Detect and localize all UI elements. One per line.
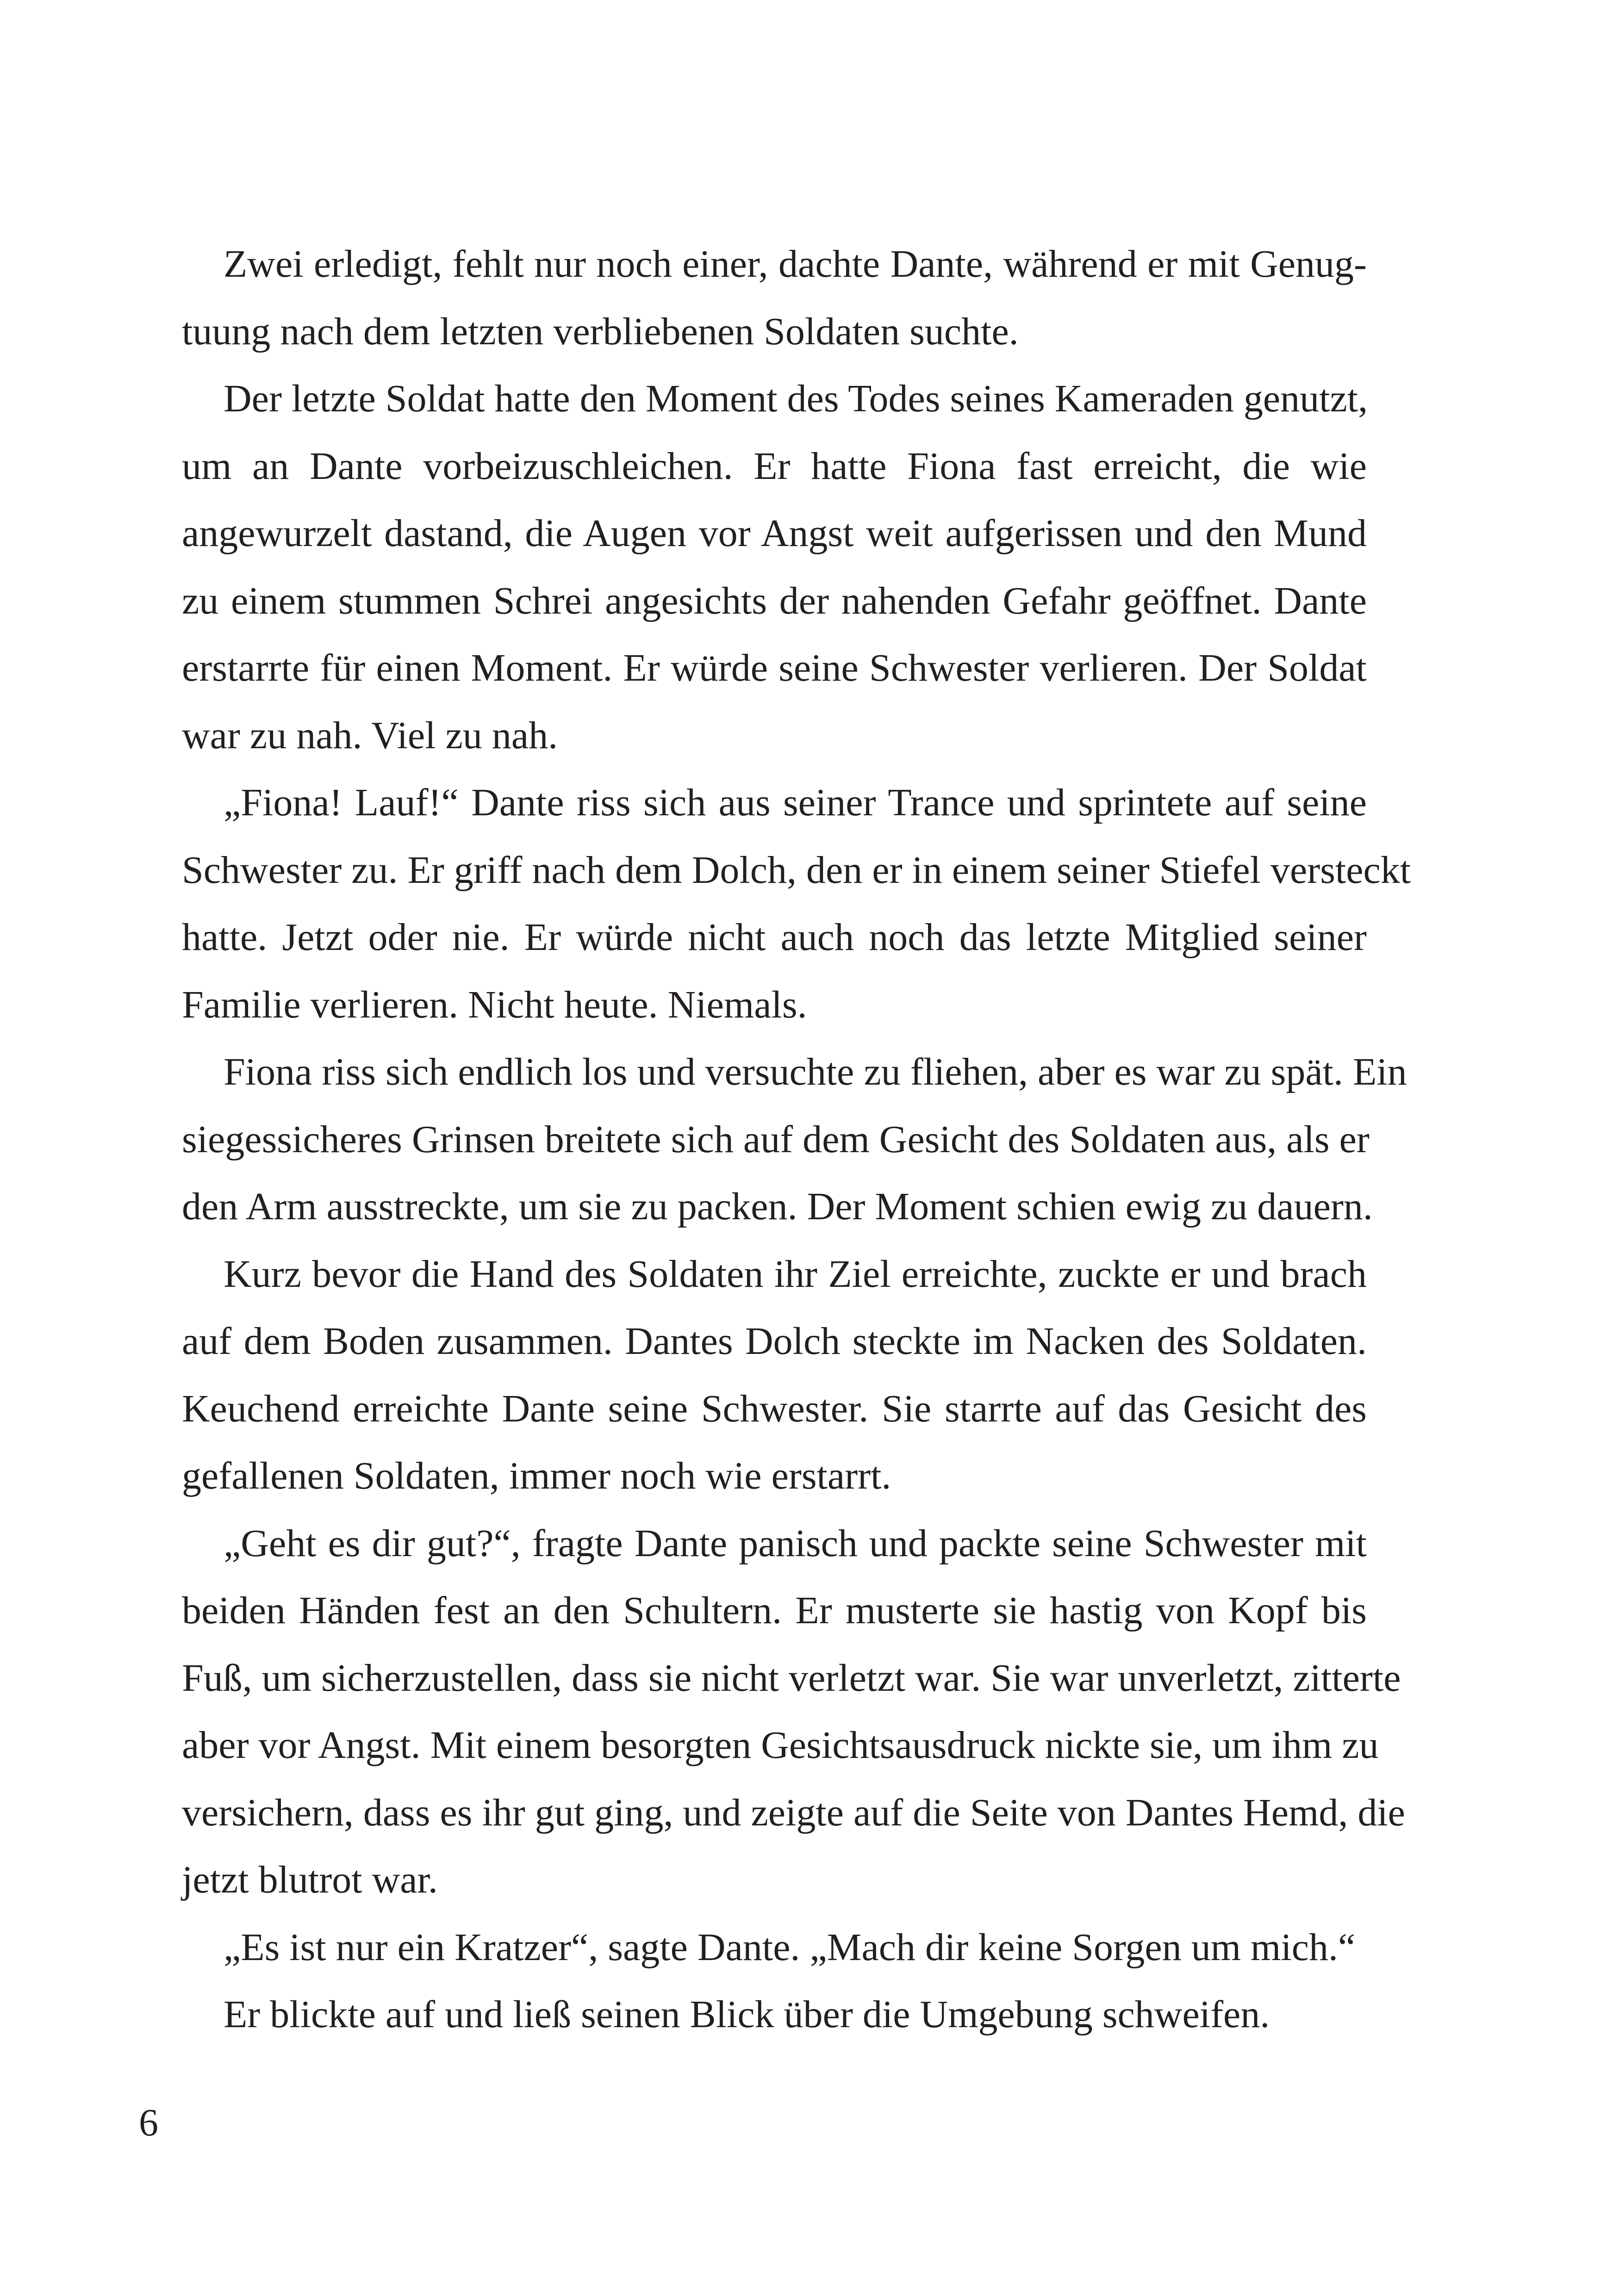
text-line: Der letzte Soldat hatte den Moment des Todes seines Kameraden genutzt,: [224, 377, 1368, 420]
text-line: beiden Händen fest an den Schultern. Er musterte sie hastig von Kopf bis: [182, 1589, 1367, 1632]
text-line: Keuchend erreichte Dante seine Schwester. Sie starrte auf das Gesicht des: [182, 1387, 1367, 1430]
text-line: tuung nach dem letzten verbliebenen Soldaten suchte.: [182, 310, 1019, 353]
text-line: „Es ist nur ein Kratzer“, sagte Dante. „Mach dir keine Sorgen um mich.“: [224, 1925, 1356, 1969]
text-line: versichern, dass es ihr gut ging, und zeigte auf die Seite von Dantes Hemd, die: [182, 1791, 1405, 1834]
text-line: Zwei erledigt, fehlt nur noch einer, dachte Dante, während er mit Genug-: [224, 242, 1367, 285]
text-line: hatte. Jetzt oder nie. Er würde nicht auch noch das letzte Mitglied seiner: [182, 916, 1367, 959]
text-line: erstarrte für einen Moment. Er würde seine Schwester verlieren. Der Soldat: [182, 646, 1367, 689]
text-line: den Arm ausstreckte, um sie zu packen. Der Moment schien ewig zu dauern.: [182, 1185, 1373, 1228]
text-line: Fuß, um sicherzustellen, dass sie nicht verletzt war. Sie war unverletzt, zitterte: [182, 1656, 1401, 1700]
text-line: Er blickte auf und ließ seinen Blick über die Umgebung schweifen.: [224, 1993, 1270, 2036]
text-line: war zu nah. Viel zu nah.: [182, 714, 558, 757]
text-line: siegessicheres Grinsen breitete sich auf dem Gesicht des Soldaten aus, als er: [182, 1117, 1370, 1161]
text-line: jetzt blutrot war.: [182, 1858, 438, 1901]
body-text: [182, 230, 1411, 2048]
text-line: Kurz bevor die Hand des Soldaten ihr Ziel erreichte, zuckte er und brach: [224, 1252, 1367, 1296]
text-line: Fiona riss sich endlich los und versuchte zu fliehen, aber es war zu spät. Ein: [224, 1050, 1407, 1093]
text-line: Schwester zu. Er griff nach dem Dolch, den er in einem seiner Stiefel versteckt: [182, 848, 1411, 892]
text-line: „Fiona! Lauf!“ Dante riss sich aus seiner Trance und sprintete auf seine: [224, 781, 1367, 824]
text-line: Familie verlieren. Nicht heute. Niemals.: [182, 983, 807, 1026]
page-number: 6: [139, 2101, 158, 2144]
text-line: zu einem stummen Schrei angesichts der nahenden Gefahr geöffnet. Dante: [182, 579, 1367, 622]
text-line: auf dem Boden zusammen. Dantes Dolch steckte im Nacken des Soldaten.: [182, 1320, 1367, 1363]
text-line: um an Dante vorbeizuschleichen. Er hatte Fiona fast erreicht, die wie: [182, 444, 1367, 488]
text-line: gefallenen Soldaten, immer noch wie erstarrt.: [182, 1454, 891, 1497]
text-line: angewurzelt dastand, die Augen vor Angst weit aufgerissen und den Mund: [182, 512, 1367, 555]
text-line: aber vor Angst. Mit einem besorgten Gesichtsausdruck nickte sie, um ihm zu: [182, 1724, 1379, 1767]
text-line: „Geht es dir gut?“, fragte Dante panisch und packte seine Schwester mit: [224, 1521, 1367, 1565]
